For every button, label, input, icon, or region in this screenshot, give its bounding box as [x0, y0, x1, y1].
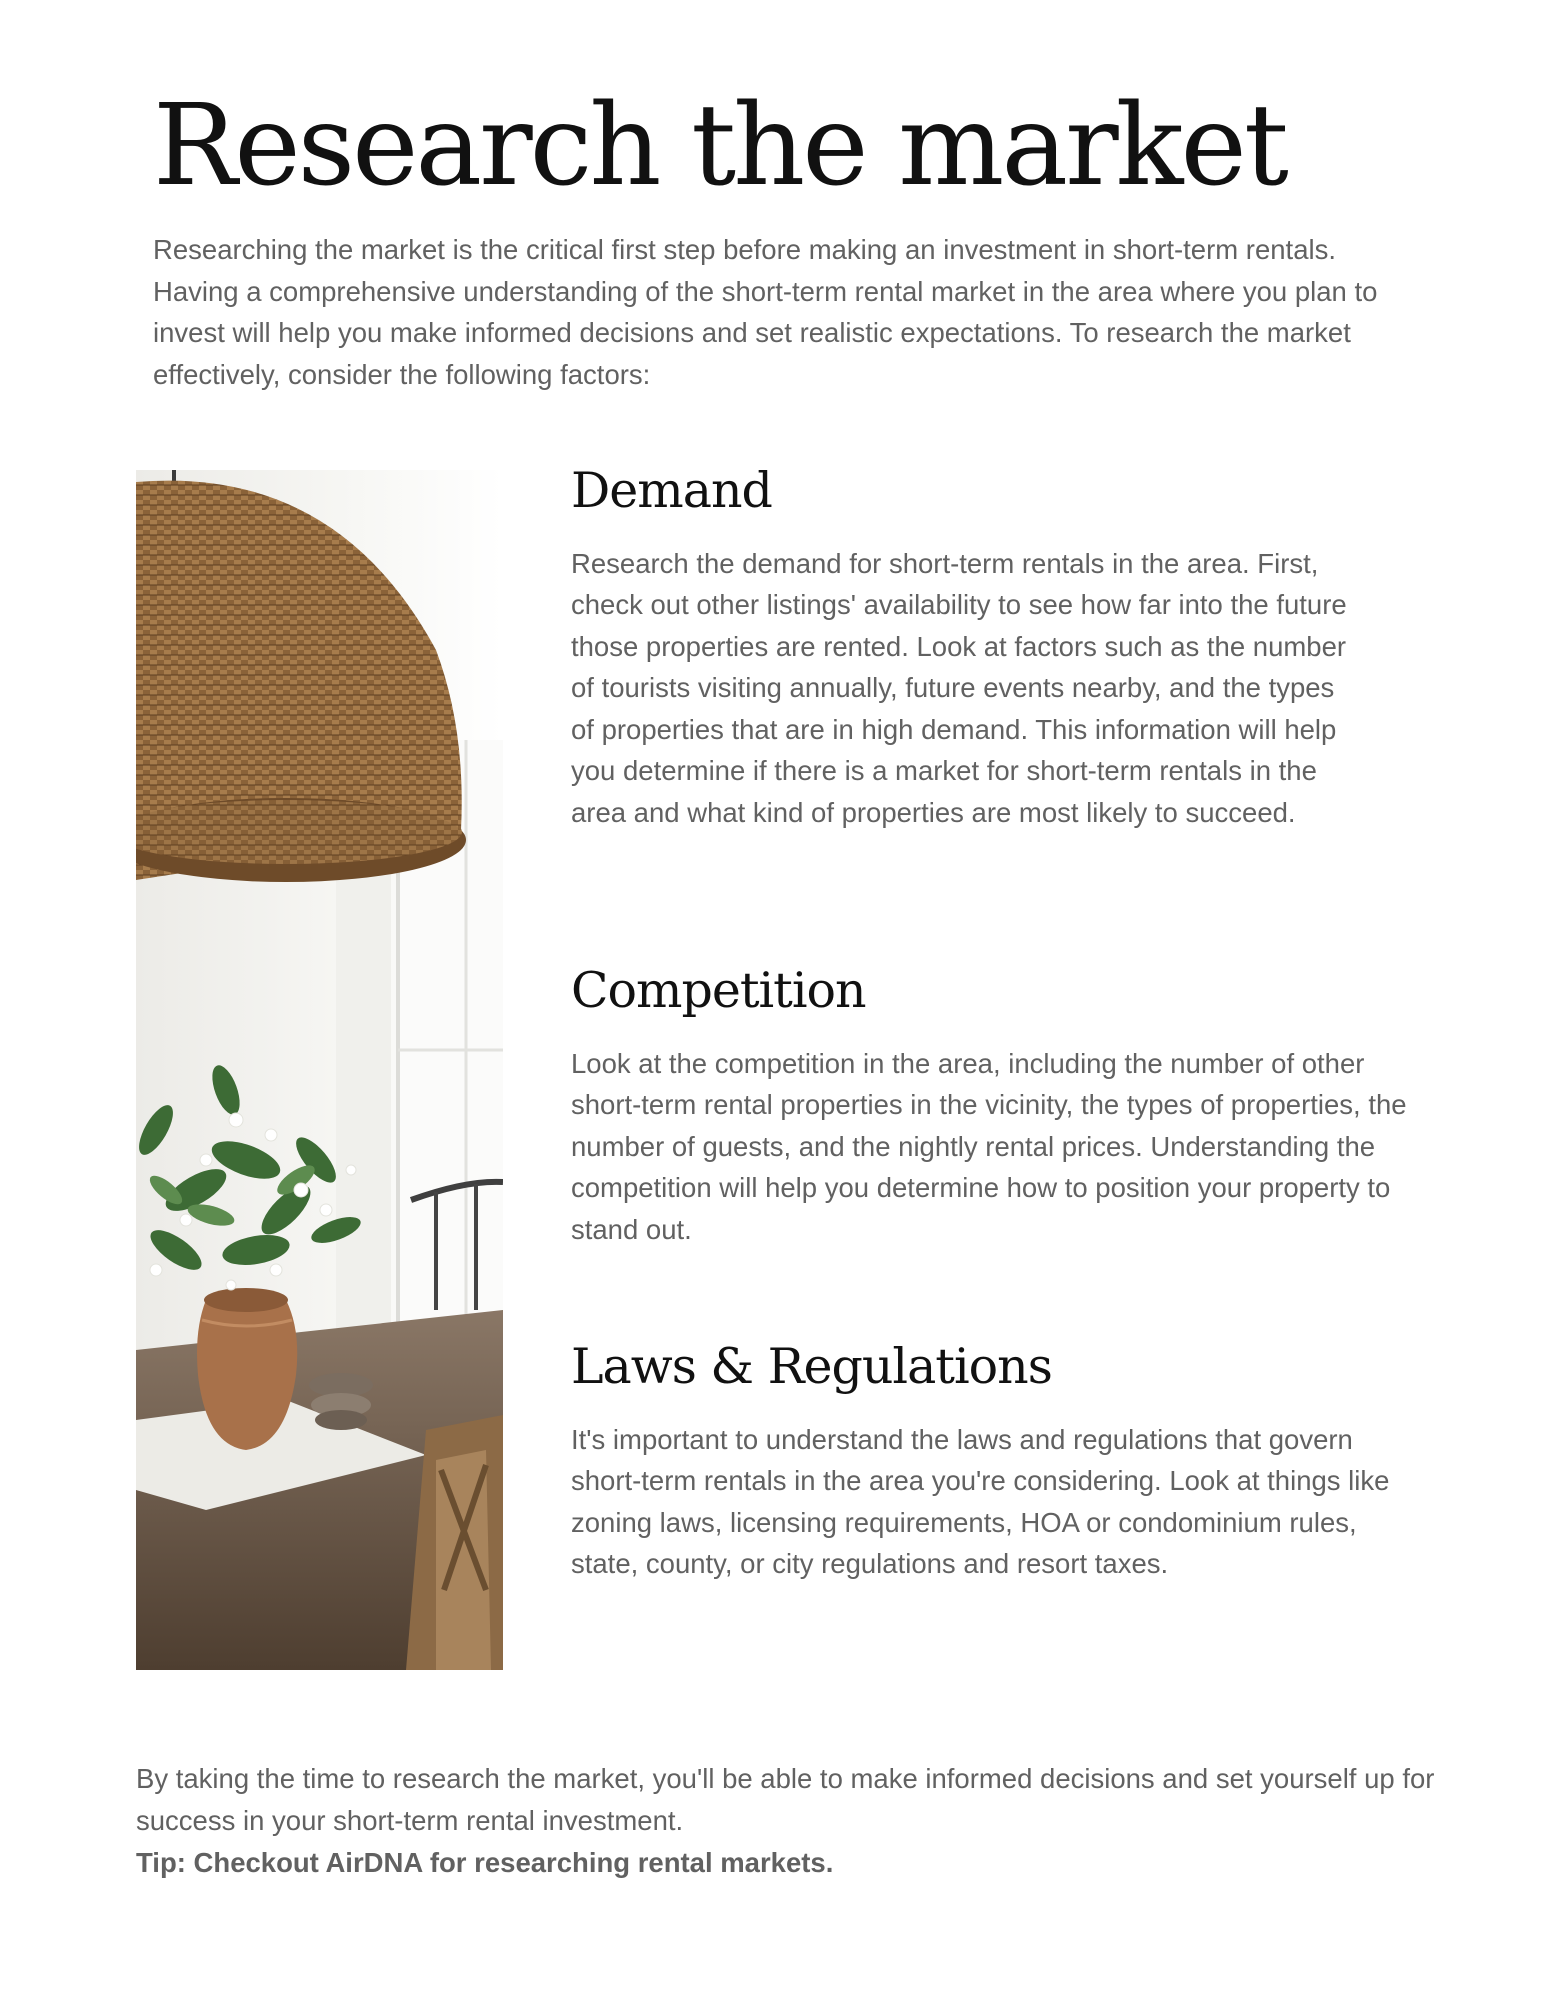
- section-laws-regulations: [571, 1338, 1421, 1585]
- outro-paragraph: By taking the time to research the market, you'll be able to make informed decisions and set yourself up for success in your short-term rental investment.: [136, 1763, 1435, 1836]
- section-demand: [571, 462, 1421, 833]
- interior-photo: [136, 470, 503, 1670]
- section-heading-laws-regulations: Laws & Regulations: [571, 1338, 1052, 1395]
- section-heading-competition: Competition: [571, 962, 866, 1019]
- section-heading-demand: Demand: [571, 462, 772, 519]
- intro-paragraph: Researching the market is the critical first step before making an investment in short-term rentals. Having a comprehensive understanding of the short-term rental market in the area where you plan to invest will help you make informed decisions and set realistic expectations. To research the market effectively, consider the following factors:: [153, 234, 1378, 390]
- section-body-competition: Look at the competition in the area, including the number of other short-term rental properties in the vicinity, the types of properties, the number of guests, and the nightly rental prices. Understanding the competition will help you determine how to position your property to stand out.: [571, 1047, 1407, 1245]
- section-body-demand: Research the demand for short-term rentals in the area. First, check out other listings' availability to see how far into the future those properties are rented. Look at factors such as the number of tourists visiting annually, future events nearby, and the types of properties that are in high demand. This information will help you determine if there is a market for short-term rentals in the area and what kind of properties are most likely to succeed.: [571, 547, 1347, 828]
- section-competition: [571, 962, 1421, 1250]
- page-title: Research the market: [153, 81, 1286, 211]
- tip-text: Tip: Checkout AirDNA for researching rental markets.: [136, 1847, 834, 1878]
- section-body-laws-regulations: It's important to understand the laws and regulations that govern short-term rentals in the area you're considering. Look at things like zoning laws, licensing requirements, HOA or condominium rules, state, county, or city regulations and resort taxes.: [571, 1423, 1390, 1580]
